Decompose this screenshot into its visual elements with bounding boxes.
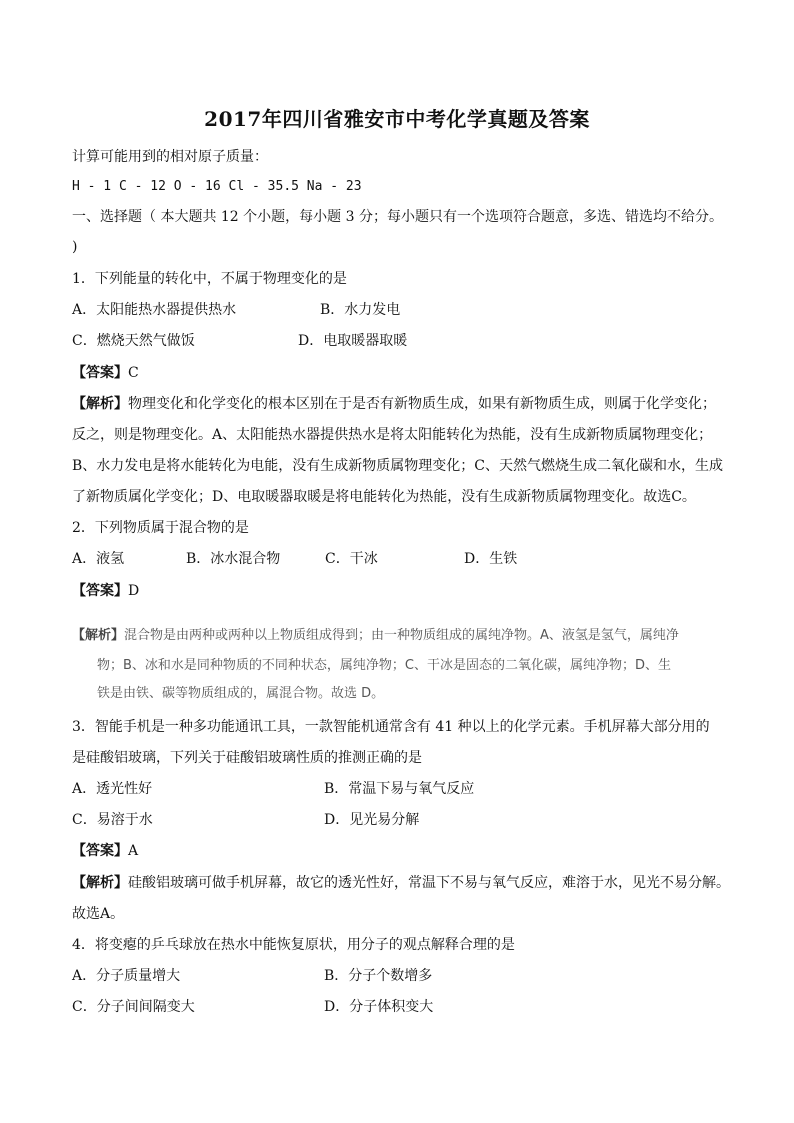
section-header: 一、选择题（ 本大题共 12 个小题，每小题 3 分；每小题只有一个选项符合题意，多选、错选均不给分。 (72, 209, 723, 225)
q2-analysis-line: 铁是由铁、碳等物质组成的，属混合物。故选 D。 (97, 686, 385, 701)
question-3-stem: 3．智能手机是一种多功能通讯工具，一款智能机通常含有 41 种以上的化学元素。手机屏幕大部分用的 (72, 719, 710, 735)
q3-answer-value: A (128, 843, 139, 859)
q1-option-b: B．水力发电 (320, 302, 401, 318)
q4-option-a: A．分子质量增大 (72, 968, 181, 984)
q3-option-a: A．透光性好 (72, 781, 153, 797)
analysis-tag: 【解析】 (72, 396, 128, 412)
analysis-tag: 【解析】 (72, 628, 125, 643)
q2-answer (72, 582, 139, 600)
q2-answer-value: D (128, 583, 140, 599)
q1-analysis-text: 物理变化和化学变化的根本区别在于是否有新物质生成，如果有新物质生成，则属于化学变化； (128, 396, 716, 412)
section-header-close: ) (72, 239, 78, 255)
answer-tag: 【答案】 (72, 365, 128, 381)
q3-answer (72, 842, 138, 860)
question-3-stem-cont: 是硅酸铝玻璃，下列关于硅酸铝玻璃性质的推测正确的是 (72, 750, 422, 766)
q4-option-b: B．分子个数增多 (324, 968, 433, 984)
question-4-stem: 4．将变瘪的乒乓球放在热水中能恢复原状，用分子的观点解释合理的是 (72, 937, 515, 953)
answer-tag: 【答案】 (72, 583, 128, 599)
q3-option-d: D．见光易分解 (324, 812, 420, 828)
q1-option-a: A．太阳能热水器提供热水 (72, 302, 237, 318)
question-1-stem: 1．下列能量的转化中，不属于物理变化的是 (72, 271, 347, 287)
q1-analysis-line: 反之，则是物理变化。A、太阳能热水器提供热水是将太阳能转化为热能，没有生成新物质属物理变化； (72, 427, 713, 443)
q3-analysis-line (72, 874, 730, 892)
q3-analysis-text: 硅酸铝玻璃可做手机屏幕，故它的透光性好，常温下不易与氧气反应，难溶于水，见光不易分解。 (128, 875, 730, 891)
q2-analysis-image (72, 618, 692, 704)
q3-analysis-line: 故选A。 (72, 906, 125, 922)
q2-analysis-text: 混合物是由两种或两种以上物质组成得到；由一种物质组成的属纯净物。A、液氢是氢气，属纯净 (124, 628, 679, 643)
page-title: 2017年四川省雅安市中考化学真题及答案 (204, 107, 590, 131)
intro-text: 计算可能用到的相对原子质量： (72, 149, 268, 165)
answer-tag: 【答案】 (72, 843, 128, 859)
q3-option-b: B．常温下易与氧气反应 (324, 781, 475, 797)
q1-option-c: C．燃烧天然气做饭 (72, 333, 195, 349)
q1-analysis-line (72, 395, 716, 413)
q2-option-d: D．生铁 (464, 551, 518, 567)
q2-analysis-line: 物；B、冰和水是同种物质的不同种状态，属纯净物；C、干冰是固态的二氧化碳，属纯净物；D、生 (97, 658, 672, 673)
q1-option-d: D．电取暖器取暖 (298, 333, 408, 349)
q3-option-c: C．易溶于水 (72, 812, 153, 828)
question-2-stem: 2．下列物质属于混合物的是 (72, 520, 249, 536)
q1-analysis-line: 了新物质属化学变化；D、电取暖器取暖是将电能转化为热能，没有生成新物质属物理变化。故选C。 (72, 489, 696, 505)
q2-analysis-line (72, 624, 679, 643)
q1-answer (72, 364, 139, 382)
q1-answer-value: C (128, 365, 139, 381)
analysis-tag: 【解析】 (72, 875, 128, 891)
q4-option-c: C．分子间间隔变大 (72, 999, 195, 1015)
atomic-masses: H - 1 C - 12 O - 16 Cl - 35.5 Na - 23 (72, 179, 362, 194)
q2-option-b: B．冰水混合物 (186, 551, 281, 567)
q4-option-d: D．分子体积变大 (324, 999, 434, 1015)
q2-option-a: A．液氢 (72, 551, 125, 567)
q2-option-c: C．干冰 (325, 551, 378, 567)
q1-analysis-line: B、水力发电是将水能转化为电能，没有生成新物质属物理变化；C、天然气燃烧生成二氧化碳和水，生成 (72, 458, 723, 474)
